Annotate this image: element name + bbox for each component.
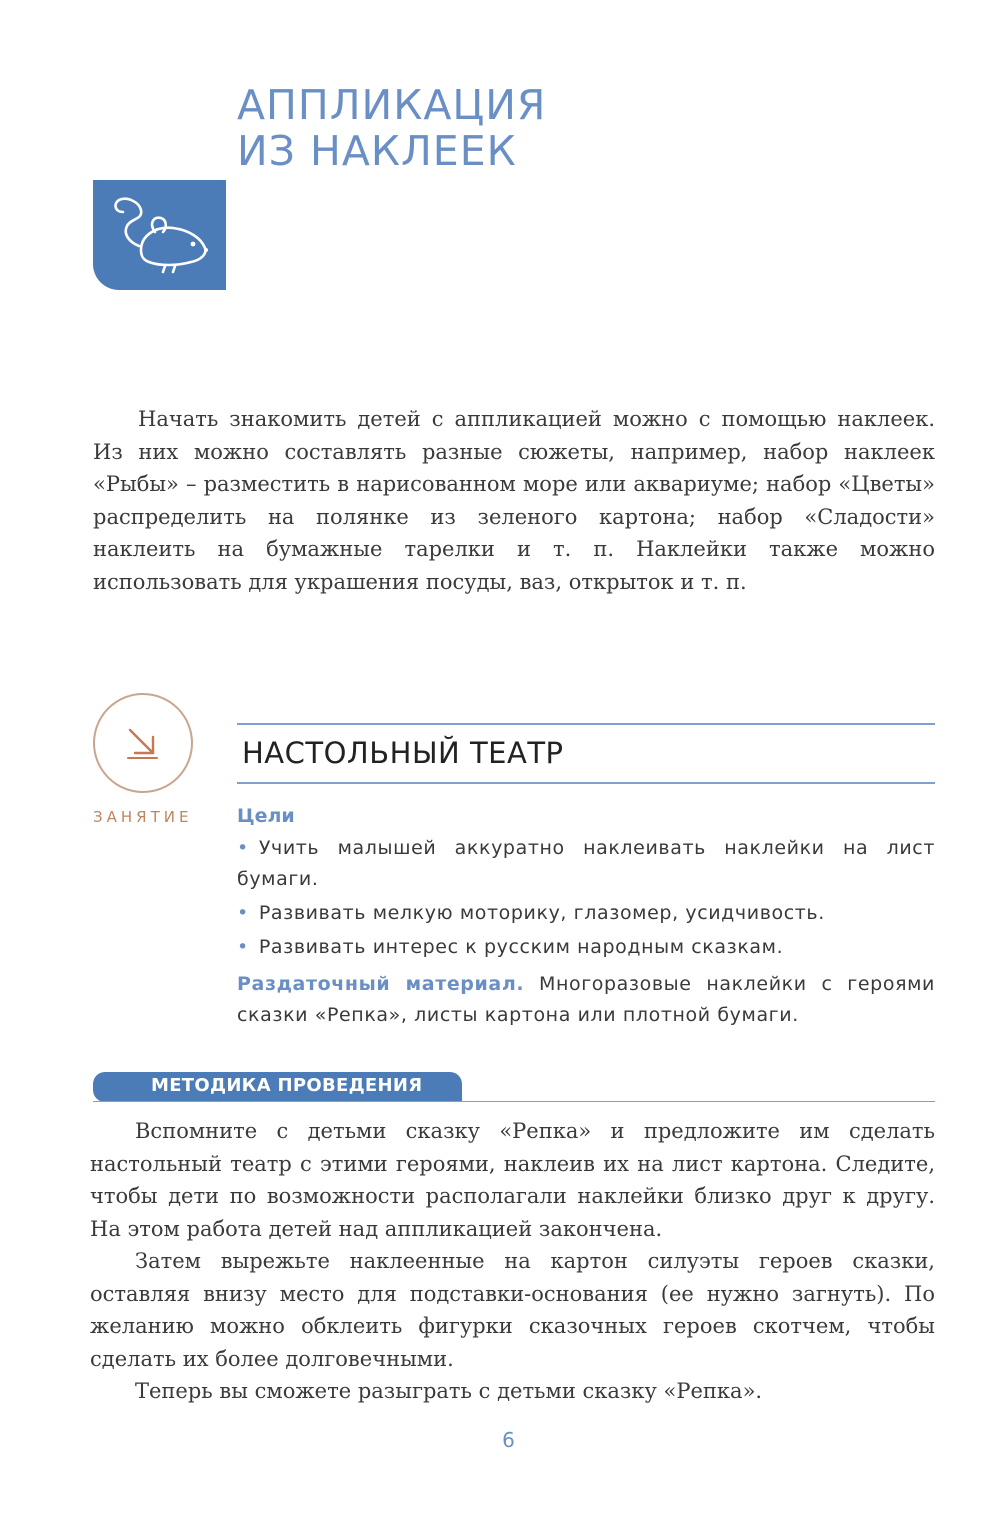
method-paragraph: Вспомните с детьми сказку «Репка» и предложите им сделать настольный театр с этими героями, наклеив их на лист картона. Следите, чтобы дети по возможности располагали наклейки близко друг к другу. На этом работа детей над аппликацией закончена. bbox=[90, 1119, 935, 1241]
materials-paragraph bbox=[237, 969, 935, 1031]
method-paragraph: Затем вырежьте наклеенные на картон силуэты героев сказки, оставляя внизу место для подставки-основания (ее нужно загнуть). По желанию можно обклеить фигурки сказочных героев скотчем, чтобы сделать их более долговечными. bbox=[90, 1249, 935, 1371]
chapter-title-line-1: АППЛИКАЦИЯ bbox=[237, 81, 547, 129]
method-title: МЕТОДИКА ПРОВЕДЕНИЯ bbox=[151, 1075, 423, 1096]
goals-section bbox=[237, 803, 935, 1031]
intro-section bbox=[93, 403, 935, 598]
bullet-icon: • bbox=[237, 837, 249, 859]
goal-item: • Развивать интерес к русским народным сказкам. bbox=[237, 936, 784, 958]
title-rule-top bbox=[237, 723, 935, 725]
bullet-icon: • bbox=[237, 902, 249, 924]
mouse-icon bbox=[93, 180, 226, 290]
lesson-title: НАСТОЛЬНЫЙ ТЕАТР bbox=[242, 736, 564, 770]
goals-heading: Цели bbox=[237, 805, 295, 827]
method-paragraph: Теперь вы сможете разыграть с детьми сказку «Репка». bbox=[135, 1379, 763, 1403]
lesson-circle bbox=[93, 693, 193, 793]
method-header bbox=[93, 1072, 462, 1102]
chapter-badge bbox=[93, 180, 226, 290]
page-number: 6 bbox=[502, 1428, 515, 1452]
title-rule-bottom bbox=[237, 782, 935, 784]
materials-text: Многоразовые наклейки с героями сказки «Репка», листы картона или плотной бумаги. bbox=[237, 973, 935, 1026]
method-rule bbox=[93, 1101, 935, 1102]
materials-label: Раздаточный материал. bbox=[237, 973, 525, 995]
bullet-icon: • bbox=[237, 936, 249, 958]
method-section bbox=[90, 1115, 935, 1408]
chapter-title bbox=[237, 82, 546, 174]
goal-item: • Развивать мелкую моторику, глазомер, усидчивость. bbox=[237, 902, 825, 924]
goals-list bbox=[237, 833, 935, 963]
arrow-down-right-icon bbox=[95, 695, 191, 791]
lesson-label: ЗАНЯТИЕ bbox=[93, 808, 193, 826]
intro-paragraph: Начать знакомить детей с аппликацией можно с помощью наклеек. Из них можно составлять разные сюжеты, например, набор наклеек «Рыбы» – разместить в нарисованном море или аквариуме; набор «Цветы» распределить на полянке из зеленого картона; набор «Сладости» наклеить на бумажные тарелки и т. п. Наклейки также можно использовать для украшения посуды, ваз, открыток и т. п. bbox=[93, 407, 935, 594]
goal-item: • Учить малышей аккуратно наклеивать наклейки на лист бумаги. bbox=[237, 837, 935, 890]
chapter-title-line-2: ИЗ НАКЛЕЕК bbox=[237, 127, 517, 175]
